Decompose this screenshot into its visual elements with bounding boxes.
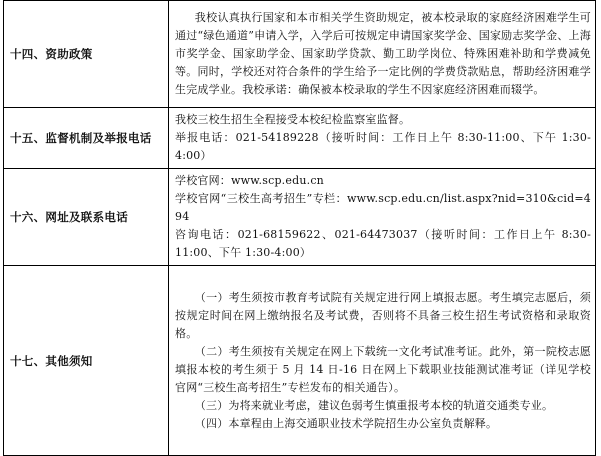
section-row-contact <box>4 169 596 266</box>
section-row-financial-aid <box>4 1 596 108</box>
paragraph: 我校三校生招生全程接受本校纪检监察室监督。 <box>175 113 411 126</box>
section-content <box>169 169 596 266</box>
section-content <box>169 108 596 169</box>
note-item: （三）为将来就业考虑，建议色弱考生慎重报考本校的轨道交通类专业。 <box>194 398 554 412</box>
note-item: （二）考生须按有关规定在网上下载统一文化考试准考证。此外，第一院校志愿填报本校的考生须于 5 月 14 日-16 日在网上下载职业技能测试准考证（详见学校官网“三校生高考招生”专栏发布的相关通告）。 <box>175 344 591 394</box>
section-title: 十六、网址及联系电话 <box>4 169 169 266</box>
note-item: （四）本章程由上海交通职业技术学院招生办公室负责解释。 <box>194 416 498 430</box>
report-phone: 举报电话：021-54189228（接听时间：工作日上午 8:30-11:00、下午 1:30-4:00） <box>175 131 591 162</box>
section-title: 十七、其他须知 <box>4 266 169 456</box>
admission-column-link: 学校官网“三校生高考招生”专栏：www.scp.edu.cn/list.aspx?nid=310&cid=494 <box>175 192 591 223</box>
admission-info-table <box>3 0 596 456</box>
section-title: 十四、资助政策 <box>4 1 169 108</box>
section-row-other-notes <box>4 266 596 456</box>
section-content <box>169 266 596 456</box>
paragraph: 我校认真执行国家和本市相关学生资助规定，被本校录取的家庭经济困难学生可通过“绿色通道”申请入学，入学后可按规定申请国家奖学金、国家励志奖学金、上海市奖学金、国家助学金、国家助学贷款、勤工助学岗位、特殊困难补助和学费减免等。同时，学校还对符合条件的学生给予一定比例的学费贷款贴息，帮助经济困难学生完成学业。我校承诺：确保被本校录取的学生不因家庭经济困难而辍学。 <box>175 11 591 96</box>
section-title: 十五、监督机制及举报电话 <box>4 108 169 169</box>
section-content <box>169 1 596 108</box>
section-row-supervision <box>4 108 596 169</box>
note-item: （一）考生须按市教育考试院有关规定进行网上填报志愿。考生填完志愿后，须按规定时间在网上缴纳报名及考试费，否则将不具备三校生招生考试资格和录取资格。 <box>175 290 591 340</box>
school-website: 学校官网：www.scp.edu.cn <box>175 174 324 187</box>
consult-phone: 咨询电话：021-68159622、021-64473037（接听时间：工作日上午 8:30-11:00、下午 1:30-4:00） <box>175 228 591 259</box>
